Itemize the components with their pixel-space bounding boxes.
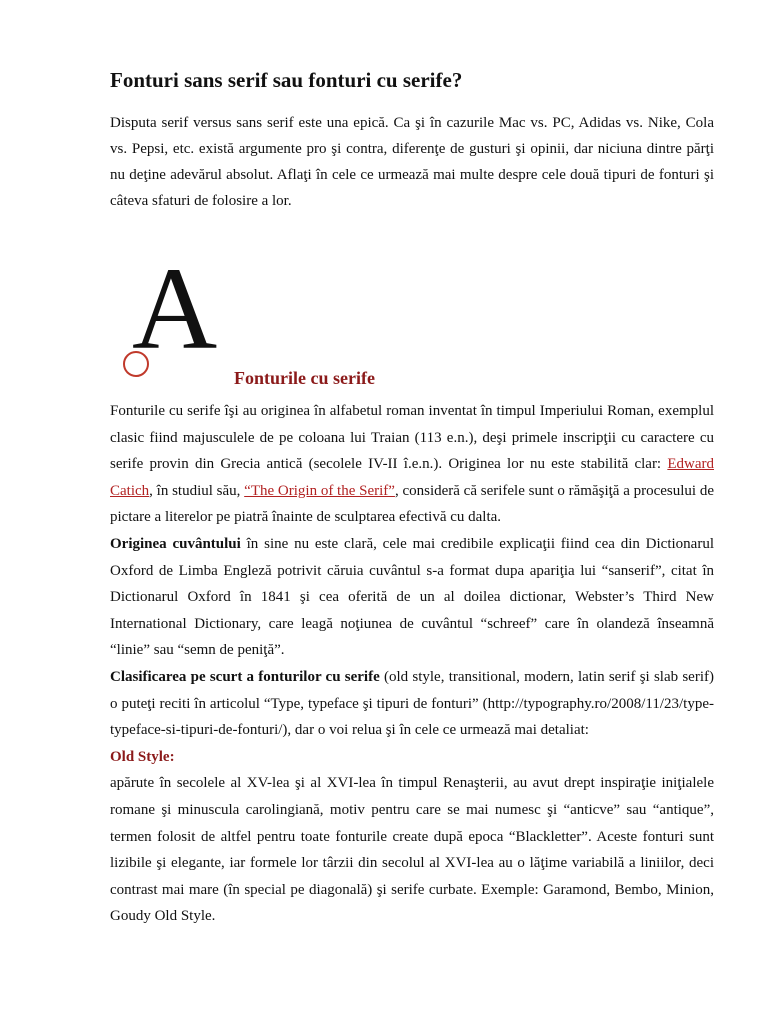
intro-paragraph: Disputa serif versus sans serif este una epică. Ca şi în cazurile Mac vs. PC, Adidas vs. Nike, Cola vs. Pepsi, etc. există argumente pro şi contra, diferenţe de gusturi şi opinii, dar niciuna dintre părţi nu deţine adevărul absolut. Aflaţi în cele ce urmează mai multe despre cele două tipuri de fonturi şi câteva sfaturi de folosire a lor. xyxy=(110,115,714,209)
origin-of-serif-link[interactable]: “The Origin of the Serif” xyxy=(244,482,395,499)
page-title: Fonturi sans serif sau fonturi cu serife? xyxy=(110,68,463,92)
word-origin-lead: Originea cuvântului xyxy=(110,535,241,552)
section-heading: Fonturile cu serife xyxy=(234,368,375,388)
letter-a-glyph: A xyxy=(132,243,218,374)
classification-text: (old style, transitional, modern, latin serif şi slab serif) o puteţi reciti în articolul “Type, typeface şi tipuri de fonturi” (http://typography.ro/2008/11/23/type-typeface-si-tipuri-de-fonturi/), dar o voi relua şi în cele ce urmează mai detaliat: xyxy=(110,668,714,739)
old-style-paragraph: apărute în secolele al XV-lea şi al XVI-lea în timpul Renaşterii, au avut drept inspiraţie iniţialele romane şi minuscula carolingiană, motiv pentru care se mai numesc şi “anticve” sau “antique”, termen folosit de altfel pentru toate fonturile create după epoca “Blackletter”. Aceste fonturi sunt lizibile şi elegante, iar formele lor târzii din secolul al XVI-lea au o lăţime variabilă a liniilor, deci contrast mai mare (în special pe diagonală) şi serife curbate. Exemple: Garamond, Bembo, Minion, Goudy Old Style. xyxy=(110,775,714,925)
origin-text-start: Fonturile cu serife îşi au originea în alfabetul roman inventat în timpul Imperiului Roman, exemplul clasic fiind majusculele de pe coloana lui Traian (113 e.n.), deşi primele inscripţii cu caractere cu serife provin din Grecia antică (secolele IV-II î.e.n.). Originea lor nu este stabilită clar: xyxy=(110,403,714,473)
word-origin-paragraph xyxy=(110,531,714,664)
origin-text-middle: , în studiul său, xyxy=(149,482,245,499)
word-origin-text: în sine nu este clară, cele mai credibile explicaţii fiind cea din Dictionarul Oxford de Limba Engleză potrivit căruia cuvântul s-a format dupa apariţia lui “sanserif”, citat în Dictionarul Oxford în 1841 şi cea oferită de un al doilea dictionar, Webster’s Third New International Dictionary, care leagă noţiunea de cuvântul “schreef” care în olandeză înseamnă “linie” sau “semn de peniţă”. xyxy=(110,535,714,659)
serif-letter-illustration xyxy=(110,243,230,382)
serif-highlight-circle-icon xyxy=(123,351,149,377)
origin-paragraph xyxy=(110,398,714,531)
classification-lead: Clasificarea pe scurt a fonturilor cu serife xyxy=(110,668,380,685)
edward-catich-link[interactable]: Edward Catich xyxy=(110,456,714,499)
origin-text-end: , consideră că serifele sunt o rămăşiţă a procesului de pictare a literelor pe piatră înainte de sculptarea efectivă cu dalta. xyxy=(110,482,714,526)
old-style-subheading: Old Style: xyxy=(110,748,175,765)
section-body xyxy=(110,398,714,930)
classification-paragraph xyxy=(110,664,714,744)
